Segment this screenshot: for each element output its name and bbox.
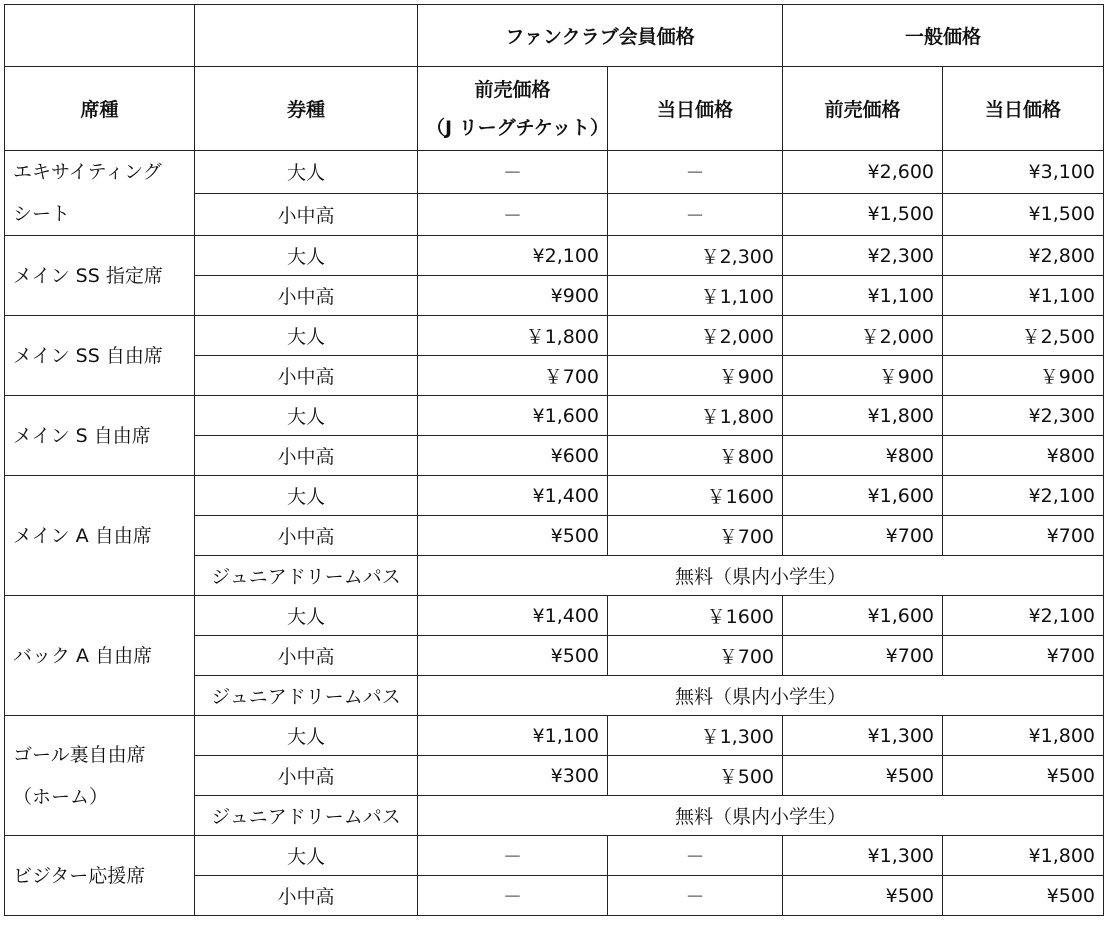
ticket-type-cell: 大人 bbox=[195, 836, 418, 876]
fc-day-price-cell: － bbox=[608, 193, 783, 236]
general-day-price-cell: ¥500 bbox=[943, 756, 1104, 796]
ticket-type-cell: 小中高 bbox=[195, 356, 418, 396]
table-row bbox=[5, 596, 1104, 636]
general-day-price-cell: ¥2,800 bbox=[943, 236, 1104, 276]
seat-type-line: エキサイティング bbox=[13, 161, 162, 183]
seat-type-line: メイン A 自由席 bbox=[13, 524, 152, 547]
seat-type-line: メイン SS 自由席 bbox=[13, 344, 163, 367]
fc-day-price-cell: ￥500 bbox=[608, 756, 783, 796]
fc-day-price-cell: ￥1,300 bbox=[608, 716, 783, 756]
seat-type-line: シート bbox=[13, 203, 71, 225]
header-empty-cell bbox=[5, 5, 195, 67]
general-advance-price-cell: ¥1,600 bbox=[783, 476, 943, 516]
seat-type-cell bbox=[5, 476, 195, 596]
general-day-price-cell: ￥2,500 bbox=[943, 316, 1104, 356]
ticket-type-cell: 大人 bbox=[195, 716, 418, 756]
seat-type-cell bbox=[5, 716, 195, 836]
ticket-type-cell: 小中高 bbox=[195, 756, 418, 796]
general-day-price-cell: ￥900 bbox=[943, 356, 1104, 396]
table-row bbox=[5, 836, 1104, 876]
table-row bbox=[5, 316, 1104, 356]
ticket-type-cell: 小中高 bbox=[195, 276, 418, 316]
general-day-price-cell: ¥700 bbox=[943, 636, 1104, 676]
general-advance-price-cell: ¥500 bbox=[783, 756, 943, 796]
fc-day-price-cell: － bbox=[608, 151, 783, 194]
fc-advance-price-cell: － bbox=[418, 836, 608, 876]
seat-type-cell bbox=[5, 316, 195, 396]
fc-day-price-cell: ￥700 bbox=[608, 636, 783, 676]
general-advance-price-cell: ¥1,300 bbox=[783, 836, 943, 876]
price-table bbox=[4, 4, 1104, 916]
seat-type-line: ゴール裏自由席 bbox=[13, 743, 146, 766]
ticket-type-cell: 大人 bbox=[195, 596, 418, 636]
fc-day-price-cell: ￥1,800 bbox=[608, 396, 783, 436]
fc-day-price-cell: － bbox=[608, 836, 783, 876]
ticket-type-cell: 小中高 bbox=[195, 516, 418, 556]
fc-day-price-cell: ￥1600 bbox=[608, 476, 783, 516]
ticket-type-cell: ジュニアドリームパス bbox=[195, 796, 418, 836]
general-advance-price-cell: ￥2,000 bbox=[783, 316, 943, 356]
ticket-type-cell: 大人 bbox=[195, 396, 418, 436]
ticket-type-cell: 大人 bbox=[195, 236, 418, 276]
general-day-price-cell: ¥800 bbox=[943, 436, 1104, 476]
fc-advance-price-cell: ¥500 bbox=[418, 636, 608, 676]
fc-advance-price-cell: ¥1,400 bbox=[418, 476, 608, 516]
header-fc-day: 当日価格 bbox=[608, 67, 783, 151]
general-day-price-cell: ¥1,500 bbox=[943, 193, 1104, 236]
table-row bbox=[5, 236, 1104, 276]
seat-type-line: メイン SS 指定席 bbox=[13, 264, 163, 287]
seat-type-line: ビジター応援席 bbox=[13, 864, 146, 887]
fc-advance-price-cell: ¥900 bbox=[418, 276, 608, 316]
table-row bbox=[5, 476, 1104, 516]
header-ticket-type: 券種 bbox=[195, 67, 418, 151]
general-advance-price-cell: ¥1,800 bbox=[783, 396, 943, 436]
fc-advance-price-cell: － bbox=[418, 876, 608, 916]
header-fc-advance-line1: 前売価格 bbox=[474, 78, 551, 101]
general-day-price-cell: ¥1,800 bbox=[943, 836, 1104, 876]
general-day-price-cell: ¥500 bbox=[943, 876, 1104, 916]
ticket-type-cell: 小中高 bbox=[195, 193, 418, 236]
seat-type-cell bbox=[5, 596, 195, 716]
seat-type-line: メイン S 自由席 bbox=[13, 424, 151, 447]
general-advance-price-cell: ¥2,300 bbox=[783, 236, 943, 276]
free-admission-cell: 無料（県内小学生） bbox=[418, 556, 1104, 596]
fc-day-price-cell: ￥900 bbox=[608, 356, 783, 396]
header-fc-advance-line2: （J リーグチケット） bbox=[426, 116, 609, 139]
header-row-groups bbox=[5, 5, 1104, 67]
header-seat-type: 席種 bbox=[5, 67, 195, 151]
fc-advance-price-cell: ¥1,600 bbox=[418, 396, 608, 436]
free-admission-cell: 無料（県内小学生） bbox=[418, 676, 1104, 716]
header-empty-cell bbox=[195, 5, 418, 67]
header-gen-advance: 前売価格 bbox=[783, 67, 943, 151]
header-row-columns bbox=[5, 67, 1104, 151]
seat-type-cell bbox=[5, 236, 195, 316]
ticket-type-cell: 小中高 bbox=[195, 436, 418, 476]
fc-day-price-cell: ￥800 bbox=[608, 436, 783, 476]
fc-advance-price-cell: ¥1,400 bbox=[418, 596, 608, 636]
seat-type-cell bbox=[5, 396, 195, 476]
ticket-type-cell: ジュニアドリームパス bbox=[195, 556, 418, 596]
free-admission-cell: 無料（県内小学生） bbox=[418, 796, 1104, 836]
fc-advance-price-cell: ￥1,800 bbox=[418, 316, 608, 356]
fc-advance-price-cell: － bbox=[418, 193, 608, 236]
fc-day-price-cell: ￥2,300 bbox=[608, 236, 783, 276]
fc-advance-price-cell: － bbox=[418, 151, 608, 194]
general-day-price-cell: ¥2,100 bbox=[943, 596, 1104, 636]
header-general-price: 一般価格 bbox=[783, 5, 1104, 67]
general-advance-price-cell: ￥900 bbox=[783, 356, 943, 396]
table-row bbox=[5, 151, 1104, 194]
general-advance-price-cell: ¥800 bbox=[783, 436, 943, 476]
seat-type-cell bbox=[5, 151, 195, 236]
general-advance-price-cell: ¥700 bbox=[783, 636, 943, 676]
seat-type-cell bbox=[5, 836, 195, 916]
table-row bbox=[5, 396, 1104, 436]
table-row bbox=[5, 716, 1104, 756]
header-fanclub-price: ファンクラブ会員価格 bbox=[418, 5, 783, 67]
fc-day-price-cell: ￥1600 bbox=[608, 596, 783, 636]
general-day-price-cell: ¥3,100 bbox=[943, 151, 1104, 194]
general-advance-price-cell: ¥500 bbox=[783, 876, 943, 916]
fc-advance-price-cell: ¥1,100 bbox=[418, 716, 608, 756]
general-advance-price-cell: ¥1,300 bbox=[783, 716, 943, 756]
fc-advance-price-cell: ¥500 bbox=[418, 516, 608, 556]
seat-type-line: バック A 自由席 bbox=[13, 644, 153, 667]
general-advance-price-cell: ¥2,600 bbox=[783, 151, 943, 194]
general-day-price-cell: ¥2,100 bbox=[943, 476, 1104, 516]
ticket-type-cell: ジュニアドリームパス bbox=[195, 676, 418, 716]
fc-day-price-cell: ￥700 bbox=[608, 516, 783, 556]
general-day-price-cell: ¥1,800 bbox=[943, 716, 1104, 756]
header-fc-advance bbox=[418, 67, 608, 151]
general-day-price-cell: ¥1,100 bbox=[943, 276, 1104, 316]
fc-day-price-cell: ￥1,100 bbox=[608, 276, 783, 316]
fc-day-price-cell: － bbox=[608, 876, 783, 916]
ticket-type-cell: 大人 bbox=[195, 316, 418, 356]
fc-advance-price-cell: ￥700 bbox=[418, 356, 608, 396]
general-day-price-cell: ¥700 bbox=[943, 516, 1104, 556]
ticket-type-cell: 小中高 bbox=[195, 876, 418, 916]
fc-advance-price-cell: ¥300 bbox=[418, 756, 608, 796]
header-gen-day: 当日価格 bbox=[943, 67, 1104, 151]
general-advance-price-cell: ¥700 bbox=[783, 516, 943, 556]
ticket-type-cell: 大人 bbox=[195, 151, 418, 194]
general-day-price-cell: ¥2,300 bbox=[943, 396, 1104, 436]
fc-advance-price-cell: ¥2,100 bbox=[418, 236, 608, 276]
ticket-type-cell: 大人 bbox=[195, 476, 418, 516]
ticket-type-cell: 小中高 bbox=[195, 636, 418, 676]
seat-type-line: （ホーム） bbox=[13, 785, 109, 808]
general-advance-price-cell: ¥1,100 bbox=[783, 276, 943, 316]
general-advance-price-cell: ¥1,600 bbox=[783, 596, 943, 636]
price-table-body bbox=[5, 151, 1104, 916]
general-advance-price-cell: ¥1,500 bbox=[783, 193, 943, 236]
fc-day-price-cell: ￥2,000 bbox=[608, 316, 783, 356]
fc-advance-price-cell: ¥600 bbox=[418, 436, 608, 476]
